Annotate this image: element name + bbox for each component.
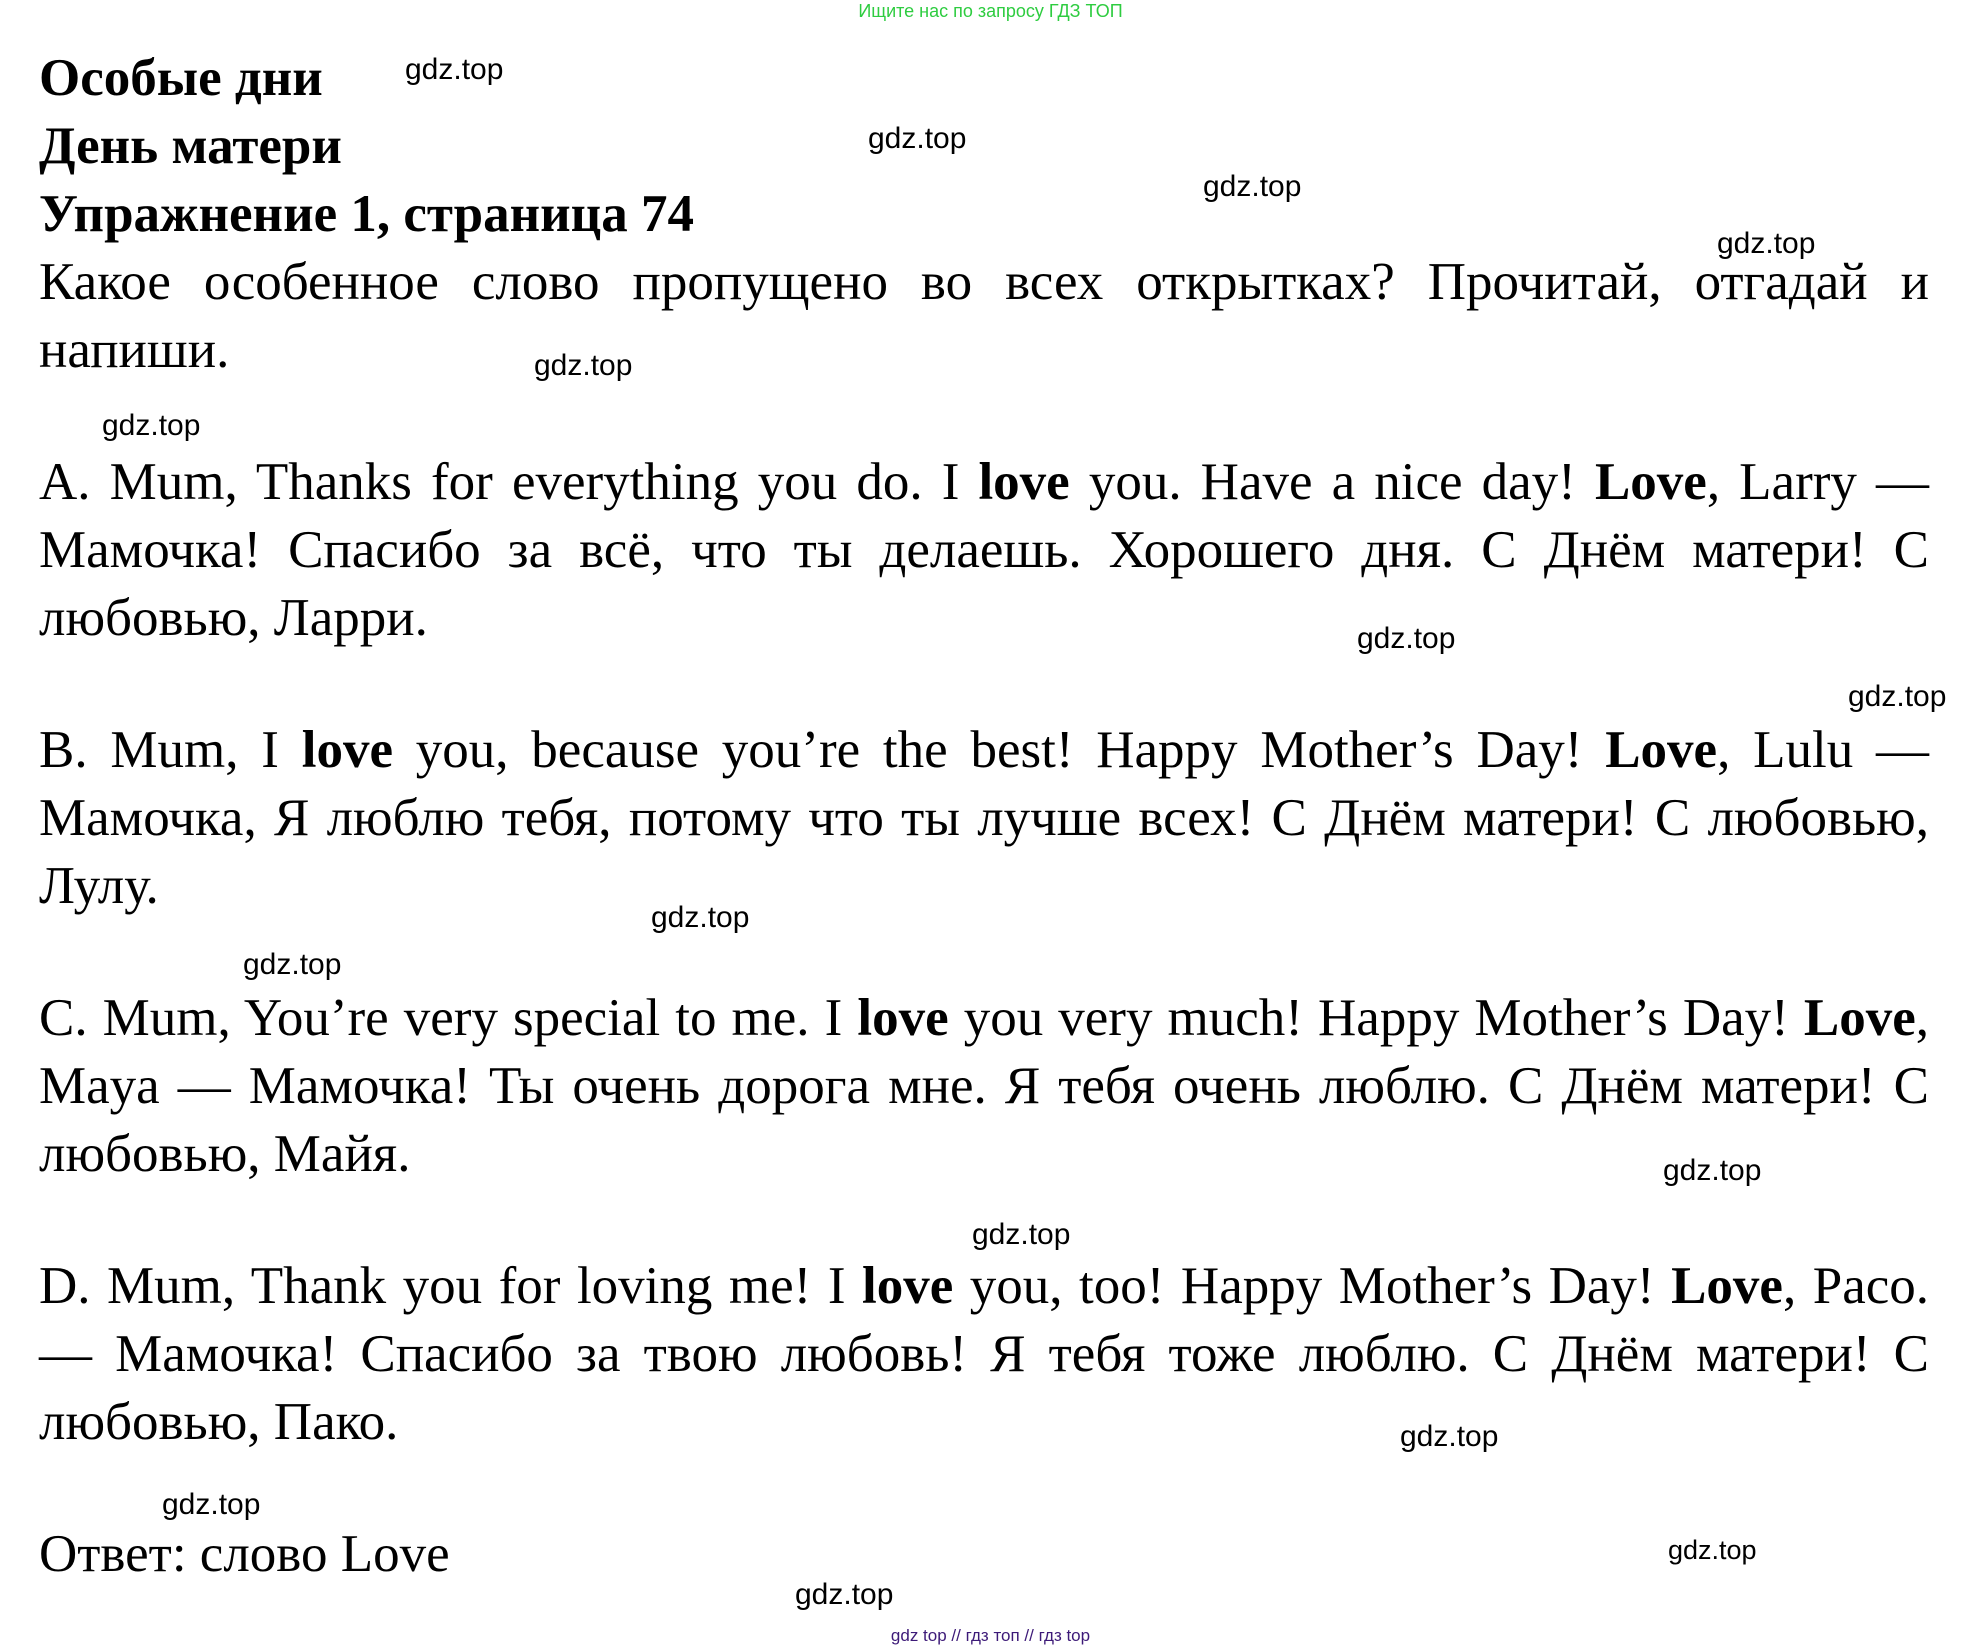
watermark: gdz.top bbox=[1717, 227, 1816, 260]
document-content bbox=[39, 44, 1929, 1588]
watermark: gdz.top bbox=[102, 409, 201, 442]
watermark: gdz.top bbox=[651, 901, 750, 934]
watermark: gdz.top bbox=[534, 349, 633, 382]
watermark: gdz.top bbox=[1357, 622, 1456, 655]
card-b: B. Mum, I love you, because you’re the best! Happy Mother’s Day! Love, Lulu — Мамочка, Я люблю тебя, потому что ты лучше всех! С Днём матери! С любовью, Лулу. bbox=[39, 721, 1929, 915]
top-banner: Ищите нас по запросу ГДЗ ТОП bbox=[858, 1, 1123, 21]
card-d: D. Mum, Thank you for loving me! I love you, too! Happy Mother’s Day! Love, Paco. — Мамочка! Спасибо за твою любовь! Я тебя тоже люблю. С Днём матери! С любовью, Пако. bbox=[39, 1257, 1929, 1451]
watermark: gdz.top bbox=[1203, 170, 1302, 203]
watermark: gdz.top bbox=[795, 1578, 894, 1611]
watermark: gdz.top bbox=[162, 1488, 261, 1521]
watermark: gdz.top bbox=[868, 122, 967, 155]
watermark: gdz.top bbox=[1668, 1535, 1757, 1565]
exercise-heading: Упражнение 1, страница 74 bbox=[39, 185, 694, 243]
watermark: gdz.top bbox=[405, 53, 504, 86]
card-a: A. Mum, Thanks for everything you do. I love you. Have a nice day! Love, Larry — Мамочка! Спасибо за всё, что ты делаешь. Хорошего дня. С Днём матери! С любовью, Ларри. bbox=[39, 453, 1929, 647]
watermark: gdz.top bbox=[972, 1218, 1071, 1251]
section-heading: Особые дни bbox=[39, 49, 323, 107]
bottom-links[interactable]: gdz top // гдз топ // гдз top bbox=[890, 1626, 1091, 1645]
watermark: gdz.top bbox=[1848, 680, 1947, 713]
card-c: C. Mum, You’re very special to me. I love you very much! Happy Mother’s Day! Love, Maya — Мамочка! Ты очень дорога мне. Я тебя очень люблю. С Днём матери! С любовью, Майя. bbox=[39, 989, 1929, 1183]
watermark: gdz.top bbox=[1400, 1420, 1499, 1453]
answer-text: Ответ: слово Love bbox=[39, 1525, 450, 1583]
watermark: gdz.top bbox=[1663, 1154, 1762, 1187]
watermark: gdz.top bbox=[243, 948, 342, 981]
topic-heading: День матери bbox=[39, 117, 342, 175]
task-text: Какое особенное слово пропущено во всех открытках? Прочитай, отгадай и напиши. bbox=[39, 253, 1929, 379]
